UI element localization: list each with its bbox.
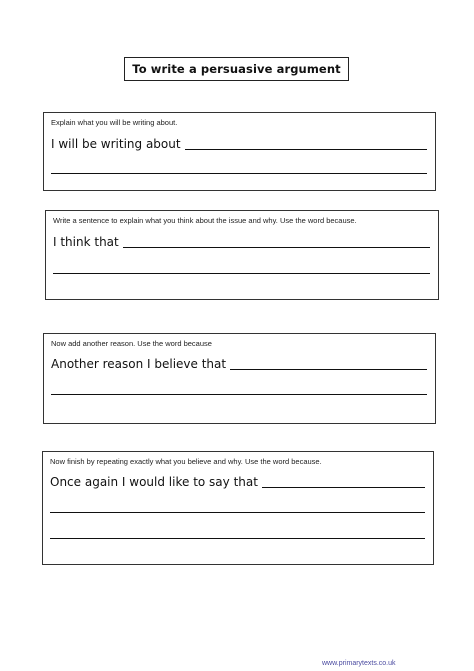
worksheet-title-box bbox=[124, 57, 349, 81]
section-instruction: Now add another reason. Use the word because bbox=[51, 339, 212, 348]
prompt-row bbox=[53, 235, 430, 249]
answer-line[interactable] bbox=[50, 512, 425, 513]
section-card-writing-about bbox=[43, 112, 436, 191]
prompt-row bbox=[51, 137, 427, 151]
answer-blank[interactable] bbox=[262, 475, 425, 488]
section-card-i-think bbox=[45, 210, 439, 300]
answer-blank[interactable] bbox=[123, 235, 430, 248]
answer-line[interactable] bbox=[53, 273, 430, 274]
footer-url[interactable]: www.primarytexts.co.uk bbox=[322, 660, 396, 667]
prompt-row bbox=[51, 357, 427, 371]
answer-blank[interactable] bbox=[185, 137, 427, 150]
prompt-row bbox=[50, 475, 425, 489]
answer-line[interactable] bbox=[51, 173, 427, 174]
section-card-once-again bbox=[42, 451, 434, 565]
section-instruction: Now finish by repeating exactly what you believe and why. Use the word because. bbox=[50, 457, 322, 466]
answer-line[interactable] bbox=[50, 538, 425, 539]
prompt-text: I will be writing about bbox=[51, 137, 181, 151]
section-card-another-reason bbox=[43, 333, 436, 424]
prompt-text: I think that bbox=[53, 235, 119, 249]
worksheet-title: To write a persuasive argument bbox=[132, 62, 341, 76]
prompt-text: Another reason I believe that bbox=[51, 357, 227, 371]
prompt-text: Once again I would like to say that bbox=[50, 475, 258, 489]
section-instruction: Write a sentence to explain what you think about the issue and why. Use the word because. bbox=[53, 216, 357, 225]
answer-blank[interactable] bbox=[230, 357, 427, 370]
section-instruction: Explain what you will be writing about. bbox=[51, 118, 178, 127]
answer-line[interactable] bbox=[51, 394, 427, 395]
